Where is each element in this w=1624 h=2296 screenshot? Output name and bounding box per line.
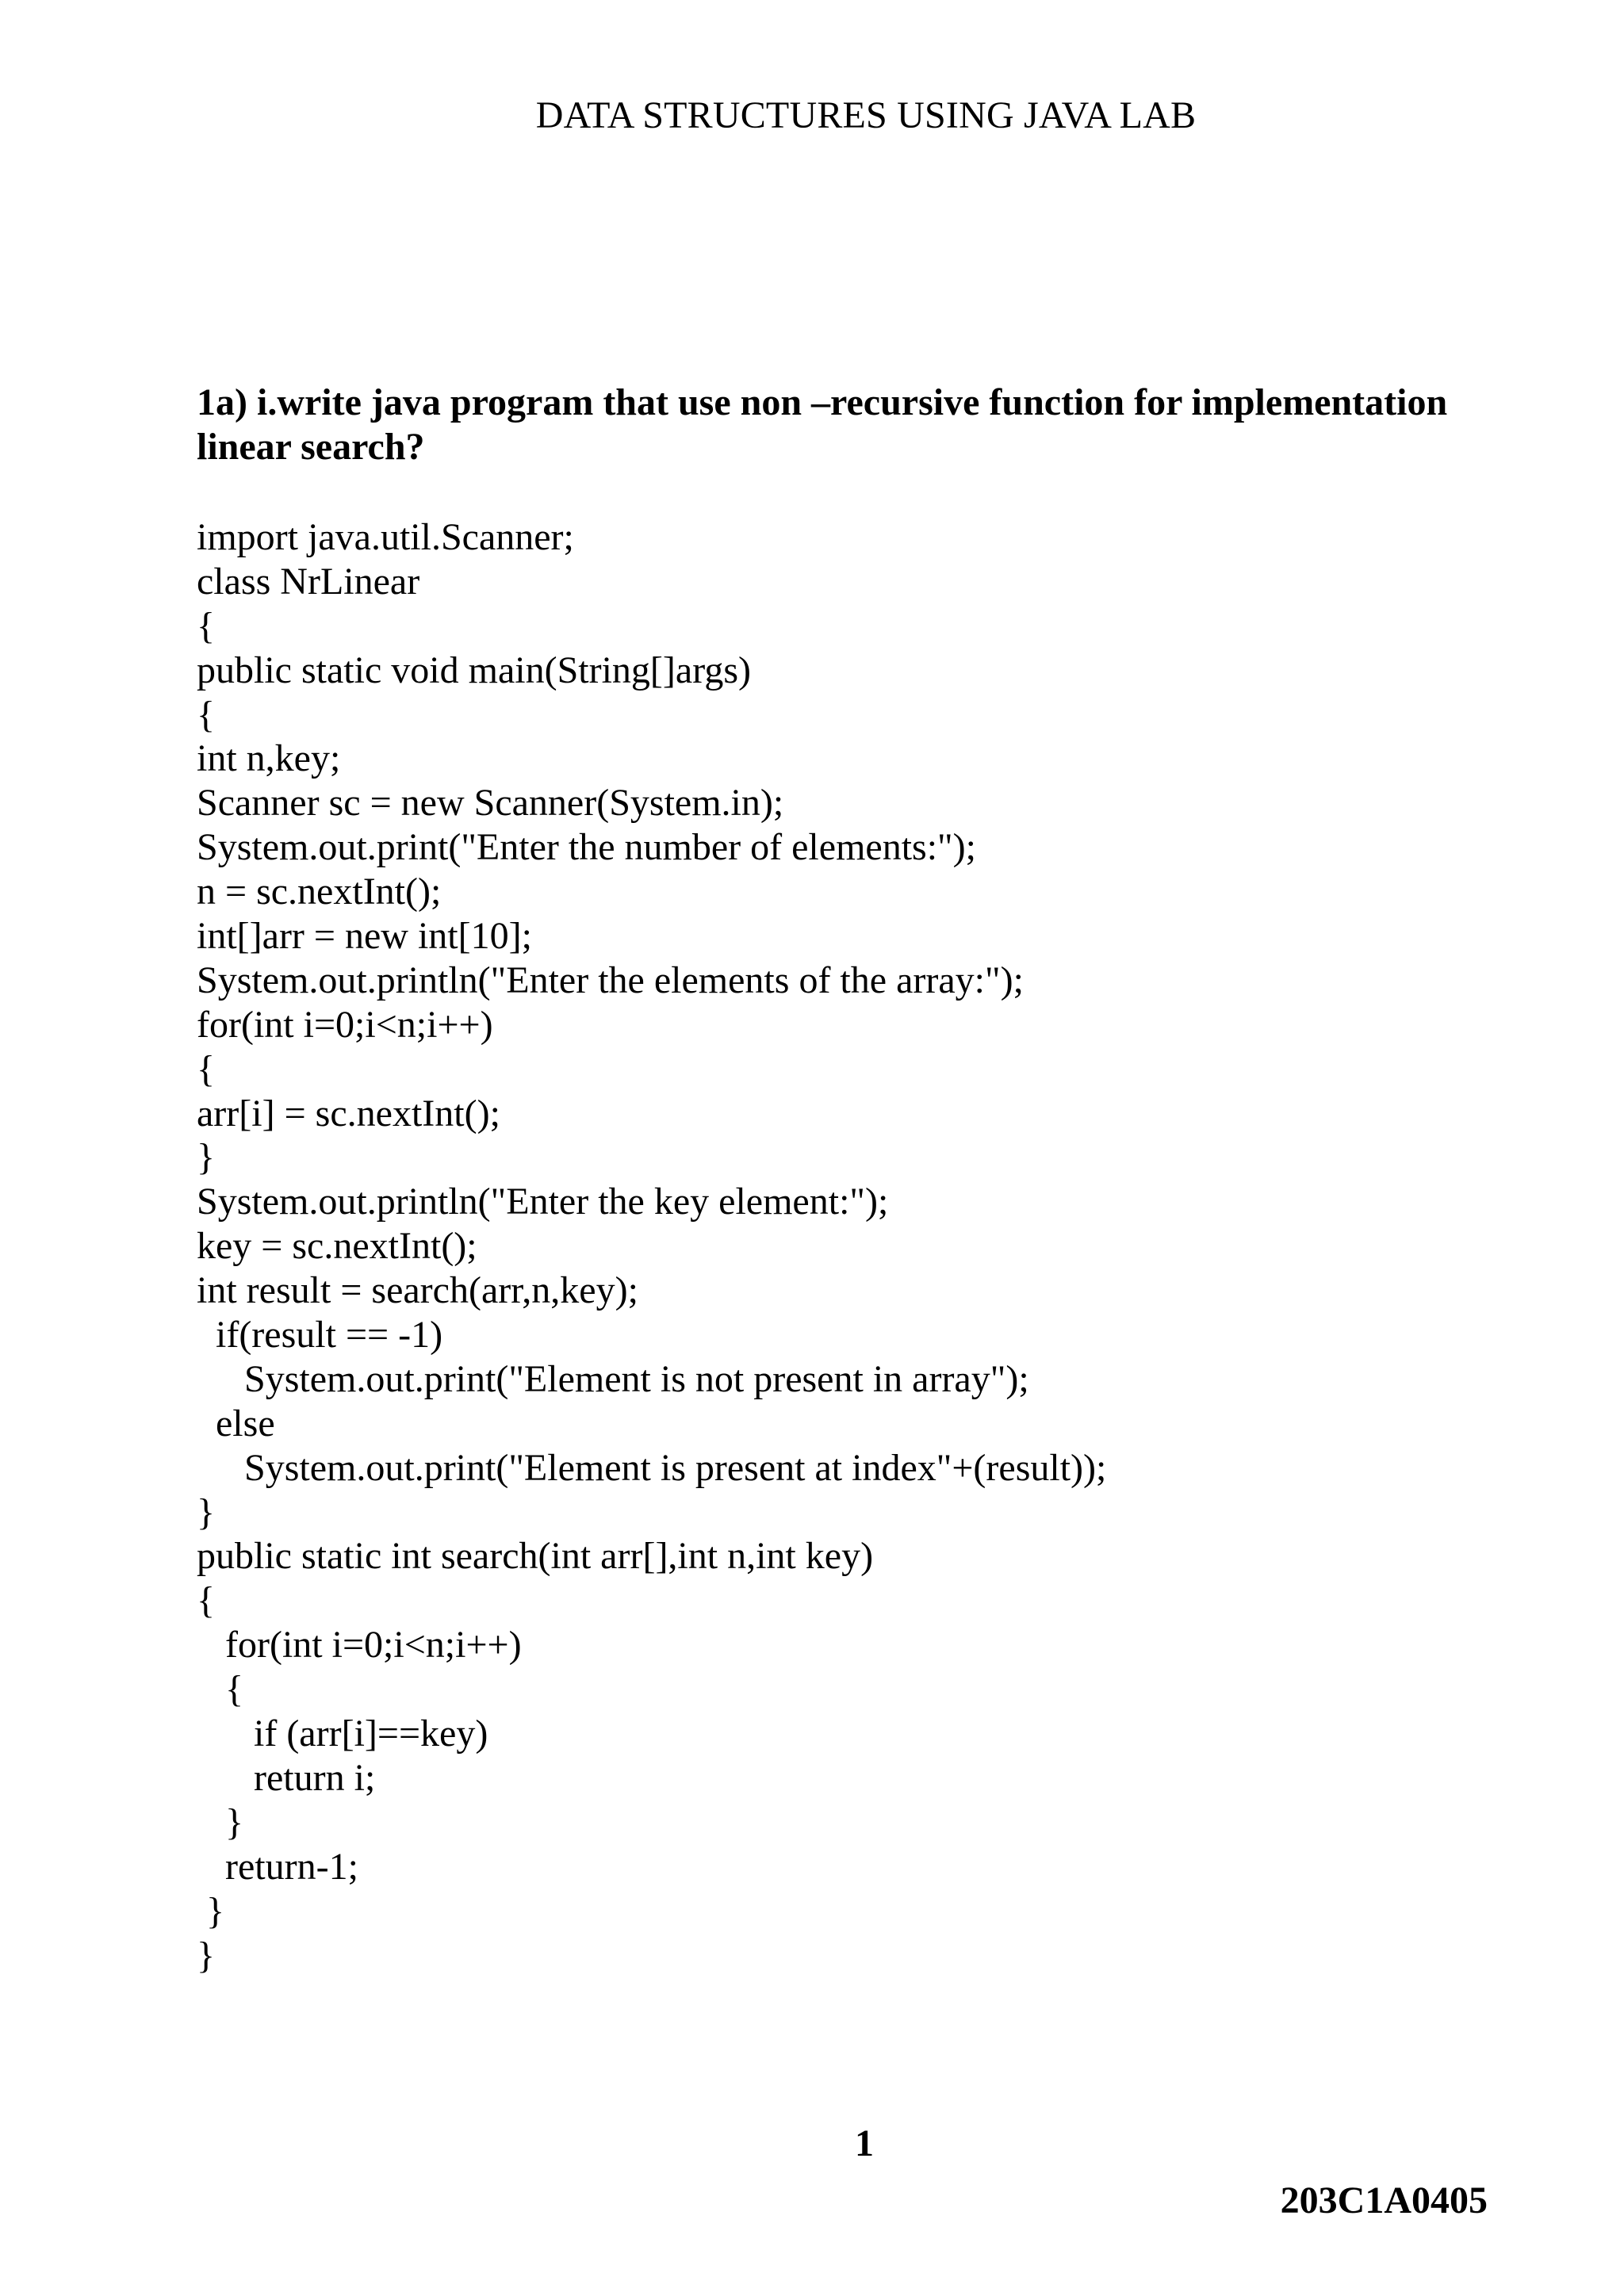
- roll-number: 203C1A0405: [1280, 2179, 1488, 2221]
- code-line: n = sc.nextInt();: [197, 871, 442, 913]
- question-heading: 1a) i.write java program that use non –recursive function for implementation linear search?: [197, 381, 1448, 468]
- code-line: System.out.print("Element is not present in array");: [197, 1357, 1029, 1400]
- code-line: else: [197, 1402, 275, 1445]
- code-line: }: [197, 1889, 225, 1932]
- code-line: return-1;: [197, 1845, 358, 1888]
- code-line: System.out.print("Enter the number of elements:");: [197, 826, 976, 869]
- code-line: }: [197, 1934, 216, 1976]
- code-line: int n,key;: [197, 737, 341, 780]
- code-line: {: [197, 1047, 216, 1090]
- code-line: public static void main(String[]args): [197, 649, 751, 691]
- code-line: System.out.println("Enter the elements of the array:");: [197, 959, 1024, 1001]
- code-line: System.out.print("Element is present at index"+(result));: [197, 1446, 1107, 1489]
- code-line: int result = search(arr,n,key);: [197, 1269, 638, 1312]
- code-line: {: [197, 604, 216, 647]
- code-line: {: [197, 1579, 216, 1622]
- code-line: arr[i] = sc.nextInt();: [197, 1092, 500, 1135]
- code-line: return i;: [197, 1756, 376, 1799]
- code-line: int[]arr = new int[10];: [197, 915, 532, 958]
- page-header-title: DATA STRUCTURES USING JAVA LAB: [535, 94, 1197, 136]
- code-line: if(result == -1): [197, 1314, 443, 1357]
- code-line: {: [197, 693, 216, 736]
- code-line: for(int i=0;i<n;i++): [197, 1624, 522, 1667]
- code-line: }: [197, 1490, 216, 1533]
- code-block: [197, 515, 1545, 1977]
- page-number: 1: [855, 2122, 874, 2164]
- code-line: }: [197, 1800, 244, 1843]
- code-line: class NrLinear: [197, 560, 420, 603]
- code-line: System.out.println("Enter the key element:");: [197, 1181, 889, 1223]
- code-line: for(int i=0;i<n;i++): [197, 1003, 493, 1046]
- code-line: import java.util.Scanner;: [197, 516, 574, 558]
- code-line: Scanner sc = new Scanner(System.in);: [197, 782, 784, 825]
- code-line: if (arr[i]==key): [197, 1712, 488, 1755]
- code-line: public static int search(int arr[],int n,int key): [197, 1535, 874, 1578]
- code-line: {: [197, 1668, 244, 1711]
- code-line: }: [197, 1136, 216, 1179]
- code-line: key = sc.nextInt();: [197, 1225, 477, 1268]
